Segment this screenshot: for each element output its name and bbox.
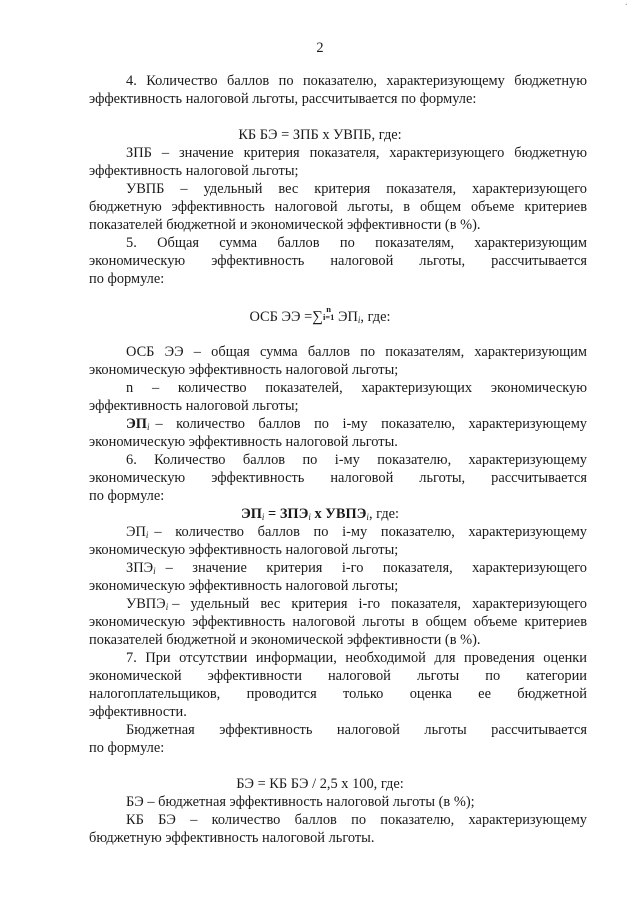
text-line: экономическую эффективность налоговой льготы; xyxy=(89,578,399,594)
text-line: эффективности. xyxy=(89,704,187,720)
symbol-zpe: ЗПЭ xyxy=(126,560,154,576)
formula-tail: , где: xyxy=(368,506,400,522)
formula-lhs: ОСБ ЭЭ = xyxy=(249,309,313,325)
text-line: эффективность налоговой льготы; xyxy=(89,163,299,179)
corner-mark: · xyxy=(624,0,628,11)
text-line: ОСБ ЭЭ – общая сумма баллов по показателям, характеризующим xyxy=(126,344,587,360)
text-line: бюджетную эффективность налоговой льготы, в общем объеме критериев xyxy=(89,199,587,215)
symbol-subscript: i xyxy=(165,602,169,612)
text-line: экономическую эффективность налоговой льготы; xyxy=(89,362,399,378)
text-line: – удельный вес критерия i-го показателя, характеризующего xyxy=(172,596,587,612)
symbol-ep: ЭП xyxy=(126,416,147,432)
text-line: – количество баллов по i-му показателю, характеризующему xyxy=(154,524,587,540)
formula-kb-be: КБ БЭ = ЗПБ х УВПБ, где: xyxy=(238,127,402,143)
formula-subscript: i xyxy=(357,315,361,325)
text-line: экономическую эффективность налоговой льготы. xyxy=(89,434,398,450)
text-line: 4. Количество баллов по показателю, характеризующему бюджетную xyxy=(126,73,587,89)
text-line: экономической эффективности налоговой льготы по категории xyxy=(89,668,587,684)
text-line: – количество баллов по i-му показателю, характеризующему xyxy=(155,416,587,432)
formula-be: БЭ = КБ БЭ / 2,5 х 100, где: xyxy=(236,776,404,792)
text-line: Бюджетная эффективность налоговой льготы рассчитывается xyxy=(126,722,587,738)
text-line: по формуле: xyxy=(89,271,165,287)
text-line: 6. Количество баллов по i-му показателю, характеризующему xyxy=(126,452,587,468)
text-line: по формуле: xyxy=(89,740,165,756)
text-line: показателей бюджетной и экономической эффективности (в %). xyxy=(89,632,481,648)
text-line: экономическую эффективность налоговой льготы, рассчитывается xyxy=(89,253,587,269)
text-line: экономическую эффективность налоговой льготы в общем объеме критериев xyxy=(89,614,587,630)
text-line: эффективность налоговой льготы, рассчитывается по формуле: xyxy=(89,91,477,107)
formula-zpe: = ЗПЭ xyxy=(264,506,309,522)
symbol-subscript: i xyxy=(153,566,156,576)
text-line: показателей бюджетной и экономической эффективности (в %). xyxy=(89,217,481,233)
symbol-ep: ЭП xyxy=(126,524,146,540)
text-line: – значение критерия i-го показателя, характеризующего xyxy=(165,560,587,576)
text-line: ЗПБ – значение критерия показателя, характеризующего бюджетную xyxy=(126,145,587,161)
formula-uvpe: х УВПЭ xyxy=(310,506,367,522)
text-line: 7. При отсутствии информации, необходимой для проведения оценки xyxy=(126,650,587,666)
text-line: бюджетную эффективность налоговой льготы. xyxy=(89,830,375,846)
sum-symbol: ∑ xyxy=(312,309,323,325)
symbol-uvpe: УВПЭ xyxy=(126,596,166,612)
text-line: УВПБ – удельный вес критерия показателя, характеризующего xyxy=(126,181,587,197)
text-line: эффективность налоговой льготы; xyxy=(89,398,299,414)
text-line: налогоплательщиков, проводится только оценка ее бюджетной xyxy=(89,686,587,702)
text-line: КБ БЭ – количество баллов по показателю, характеризующему xyxy=(126,812,587,828)
sum-upper-limit: n xyxy=(326,304,332,314)
page-number: 2 xyxy=(316,40,324,56)
symbol-subscript: i xyxy=(145,530,149,540)
text-line: по формуле: xyxy=(89,488,165,504)
sum-lower-limit: i=1 xyxy=(322,312,335,322)
formula-ep-symbol: ЭП xyxy=(240,506,262,522)
formula-subscript: i xyxy=(366,512,369,522)
formula-tail: , где: xyxy=(360,309,391,325)
text-line: экономическую эффективность налоговой льготы; xyxy=(89,542,399,558)
text-line: 5. Общая сумма баллов по показателям, характеризующим xyxy=(126,235,587,251)
text-line: экономическую эффективность налоговой льготы, рассчитывается xyxy=(89,470,587,486)
formula-term: ЭП xyxy=(334,309,358,325)
text-line: n – количество показателей, характеризующих экономическую xyxy=(126,380,587,396)
formula-subscript: i xyxy=(308,512,311,522)
symbol-subscript: i xyxy=(146,422,150,432)
formula-osb-ee xyxy=(0,305,640,329)
text-line: БЭ – бюджетная эффективность налоговой льготы (в %); xyxy=(126,794,475,810)
formula-subscript: i xyxy=(261,512,265,522)
